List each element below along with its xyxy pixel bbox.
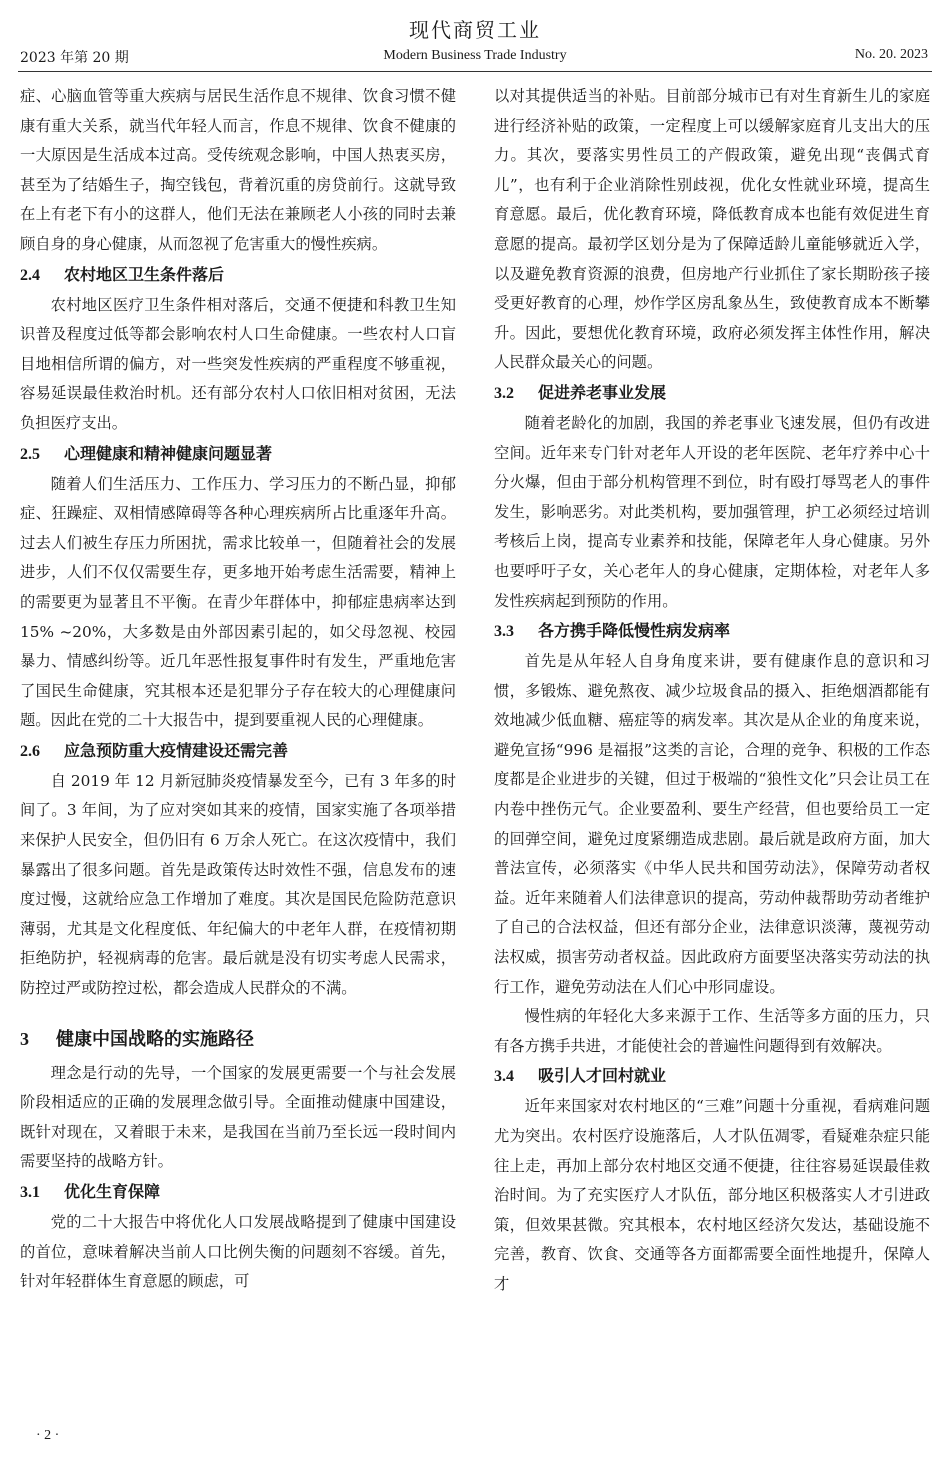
chapter-number: 3 (20, 1028, 29, 1049)
paragraph: 以对其提供适当的补贴。目前部分城市已有对生育新生儿的家庭进行经济补贴的政策，一定程度上可以缓解家庭育儿支出大的压力。其次，要落实男性员工的产假政策，避免出现“丧偶式育儿”，也有利于企业消除性别歧视，优化女性就业环境，提高生育意愿。最后，优化教育环境，降低教育成本也能有效促进生育意愿的提高。最初学区划分是为了保障适龄儿童能够就近入学，以及避免教育资源的浪费，但房地产行业抓住了家长期盼孩子接受更好教育的心理，炒作学区房乱象丛生，致使教育成本不断攀升。因此，要想优化教育环境，政府必须发挥主体性作用，解决人民群众最关心的问题。 (494, 87, 930, 372)
paragraph: 自 2019 年 12 月新冠肺炎疫情暴发至今，已有 3 年多的时间了。3 年间，为了应对突如其来的疫情，国家实施了各项举措来保护人民安全，但仍旧有 6 万余人死亡。在这次疫情中，我们暴露出了很多问题。首先是政策传达时效性不强，信息发布的速度过慢，这就给应急工作增加了难度。其次是国民危险防范意识薄弱，尤其是文化程度低、年纪偏大的中老年人群，在疫情初期拒绝防护，轻视病毒的危害。最后就是没有切实考虑人民需求，防控过严或防控过松，都会造成人民群众的不满。 (20, 771, 456, 998)
section-number: 3.2 (494, 384, 514, 402)
section-heading (20, 1177, 456, 1208)
page-number: · 2 · (36, 1428, 60, 1443)
journal-english-title: Modern Business Trade Industry (383, 48, 567, 63)
section-heading (20, 736, 456, 767)
section-number: 2.5 (20, 445, 40, 463)
page-header (0, 0, 950, 72)
journal-title: 现代商贸工业 (409, 18, 541, 42)
section-heading (20, 260, 456, 291)
section-title: 应急预防重大疫情建设还需完善 (64, 740, 289, 760)
section-number: 3.3 (494, 623, 514, 641)
paragraph: 党的二十大报告中将优化人口发展战略提到了健康中国建设的首位，意味着解决当前人口比例失衡的问题刻不容缓。首先，针对年轻群体生育意愿的顾虑，可 (20, 1213, 456, 1291)
section-title: 农村地区卫生条件落后 (64, 264, 225, 284)
section-number: 3.4 (494, 1068, 514, 1086)
chapter-title: 健康中国战略的实施路径 (56, 1028, 254, 1050)
paragraph: 慢性病的年轻化大多来源于工作、生活等多方面的压力，只有各方携手共进，才能使社会的普遍性问题得到有效解决。 (494, 1007, 930, 1055)
paragraph: 理念是行动的先导，一个国家的发展更需要一个与社会发展阶段相适应的正确的发展理念做引导。全面推动健康中国建设，既针对现在，又着眼于未来，是我国在当前乃至长远一段时间内需要坚持的战略方针。 (20, 1063, 456, 1171)
paragraph: 随着老龄化的加剧，我国的养老事业飞速发展，但仍有改进空间。近年来专门针对老年人开设的老年医院、老年疗养中心十分火爆，但由于部分机构管理不到位，时有殴打辱骂老人的事件发生，影响恶劣。对此类机构，要加强管理，护工必须经过培训考核后上岗，提高专业素养和技能，保障老年人身心健康。另外也要呼吁子女，关心老年人的身心健康，定期体检，对老年人多发性疾病起到预防的作用。 (494, 413, 930, 610)
section-title: 优化生育保障 (64, 1182, 161, 1201)
paragraph: 首先是从年轻人自身角度来讲，要有健康作息的意识和习惯，多锻炼、避免熬夜、减少垃圾食品的摄入、拒绝烟酒都能有效地减少低血糖、癌症等的病发率。其次是从企业的角度来说，避免宣扬“996 是福报”这类的言论，合理的竞争、积极的工作态度都是企业进步的关键，但过于极端的“狼性文化”只会让员工在内卷中挫伤元气。企业要盈利、要生产经营，但也要给员工一定的回弹空间，避免过度紧绷造成悲剧。最后就是政府方面，加大普法宣传，必须落实《中华人民共和国劳动法》，保障劳动者权益。近年来随着人们法律意识的提高，劳动仲裁帮助劳动者维护了自己的合法权益，但还有部分企业，法律意识淡薄，蔑视劳动法权威，损害劳动者权益。因此政府方面要坚决落实劳动法的执行工作，避免劳动法在人们心中形同虚设。 (494, 652, 930, 996)
section-heading (494, 1061, 930, 1092)
section-title: 促进养老事业发展 (538, 382, 667, 402)
paragraph: 症、心脑血管等重大疾病与居民生活作息不规律、饮食习惯不健康有重大关系，就当代年轻人而言，作息不规律、饮食不健康的一大原因是生活成本过高。受传统观念影响，中国人热衷买房，甚至为了结婚生子，掏空钱包，背着沉重的房贷前行。这就导致在上有老下有小的这群人，他们无法在兼顾老人小孩的同时去兼顾自身的身心健康，从而忽视了危害重大的慢性疾病。 (20, 87, 456, 253)
section-number: 3.1 (20, 1184, 40, 1201)
section-title: 心理健康和精神健康问题显著 (64, 443, 273, 463)
section-number: 2.4 (20, 266, 40, 284)
section-heading (494, 616, 930, 647)
paragraph: 随着人们生活压力、工作压力、学习压力的不断凸显，抑郁症、狂躁症、双相情感障碍等各种心理疾病所占比重逐年升高。过去人们被生存压力所困扰，需求比较单一，但随着社会的发展进步，人们不仅仅需要生存，更多地开始考虑生活需要，精神上的需要更为显著且不平衡。在青少年群体中，抑郁症患病率达到 15% ~20%，大多数是由外部因素引起的，如父母忽视、校园暴力、情感纠纷等。近几年恶性报复事件时有发生，严重地危害了国民生命健康，究其根本还是犯罪分子存在较大的心理健康问题。因此在党的二十大报告中，提到要重视人民的心理健康。 (20, 474, 456, 730)
paragraph: 近年来国家对农村地区的“三难”问题十分重视，看病难问题尤为突出。农村医疗设施落后，人才队伍凋零，看疑难杂症只能往上走，再加上部分农村地区交通不便捷，往往容易延误最佳救治时间。为了充实医疗人才队伍，部分地区积极落实人才引进政策，但效果甚微。究其根本，农村地区经济欠发达，基础设施不完善，教育、饮食、交通等各方面都需要全面性地提升，保障人才 (494, 1097, 930, 1293)
chapter-heading (20, 1024, 456, 1055)
section-title: 各方携手降低慢性病发病率 (538, 621, 731, 641)
left-column (20, 82, 456, 1297)
section-title: 吸引人才回村就业 (538, 1066, 667, 1086)
right-column (494, 82, 930, 1300)
section-number: 2.6 (20, 742, 40, 760)
issue-label: 2023 年第 20 期 (20, 50, 129, 66)
header-rule (18, 71, 932, 72)
paragraph: 农村地区医疗卫生条件相对落后，交通不便捷和科教卫生知识普及程度过低等都会影响农村人口生命健康。一些农村人口盲目地相信所谓的偏方，对一些突发性疾病的严重程度不够重视，容易延误最佳救治时机。还有部分农村人口依旧相对贫困，无法负担医疗支出。 (20, 295, 456, 432)
issue-number: No. 20. 2023 (854, 47, 928, 62)
section-heading (20, 439, 456, 470)
section-heading (494, 378, 930, 409)
